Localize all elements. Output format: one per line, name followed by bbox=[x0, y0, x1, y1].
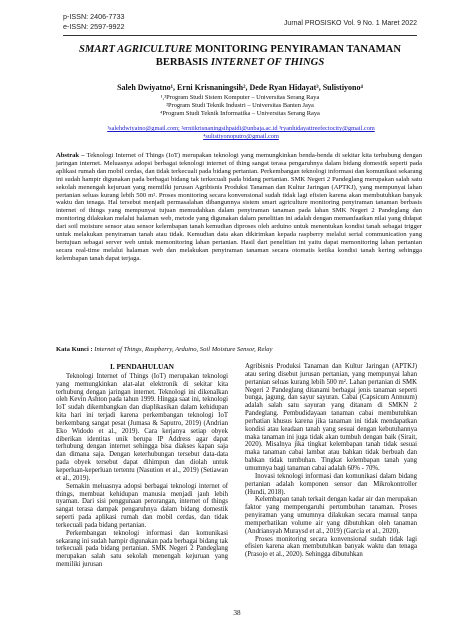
right-paragraph-3: Kelembapan tanah terkait dengan kadar air dan merupakan faktor yang mempengaruhi pertumbuhan tanaman. Proses penyiraman yang umumnya dilakukan secara manual tanpa memperhatikan volume air yang dibutuhkan oleh tanaman (Andriansyah Muraysd et al., 2019) (García et al., 2020). bbox=[245, 496, 417, 535]
left-paragraph-1: Teknologi Internet of Things (IoT) merupakan teknologi yang memungkinkan alat-alat elektronik di sekitar kita terhubung dengan jaringan internet. Teknologi ini dikenalkan oleh Kevin Ashton pada tahun 1999. Hingga saat ini, teknologi IoT sudah dikembangkan dan diaplikasikan dalam kehidupan kita hari ini terjadi karena perkembangan teknologi IoT berkembang sangat pesat (Jumasa & Saputro, 2019) (Andrian Eko Widodo et al., 2019). Cara kerjanya setiap obyek diberikan identitas unik berupa IP Address agar dapat terhubung dengan internet sehingga bisa diakses kapan saja dan dimana saja. Dengan keterhubungan tersebut data-data pada obyek tersebut dapat dihimpun dan diolah untuk keperluan-keperluan tertentu (Nasution et al., 2019) (Setiawan et al., 2019). bbox=[56, 372, 228, 482]
title-part-1: SMART AGRICULTURE bbox=[79, 44, 193, 55]
right-column bbox=[245, 363, 417, 559]
title-part-2: MONITORING PENYIRAMAN TANAMAN BERBASIS bbox=[155, 44, 401, 68]
issn-block bbox=[63, 12, 125, 32]
author-list: Saleh Dwiyatno¹, Erni Krisnaningsih², Dede Ryan Hidayat³, Sulistiyono⁴ bbox=[117, 83, 363, 92]
left-column bbox=[56, 363, 228, 569]
keywords bbox=[56, 346, 422, 354]
affiliations bbox=[60, 94, 420, 118]
abstract-text: Teknologi Internet of Things (IoT) merupakan teknologi yang memungkinkan benda-benda di sekitar kita terhubung dengan jaringan internet. Meluasnya adopsi berbagai teknologi internet of thing sangat terasa pengaruhnya dalam bidang domestik seperti pada aplikasi rumah dan mobil cerdas, dan tidak terkecuali pada bidang pertanian. Perkembangan teknologi informasi dan komunikasi sekarang ini sudah hampir digunakan pada berbagai bidang tak terkecuali pada bidang pertanian. SMK Negeri 2 Pandeglang merupakan salah satu sekolah menengah kejuruan yang memiliki jurusan Agribisnis Produksi Tanaman dan Kultur Jaringan (APTKJ), yang mempunyai lahan pertanian seluas kurang lebih 500 m². Proses monitoring secara konvensional sudah tidak lagi efisien karena akan membutuhkan banyak waktu dan tenaga. Hal tersebut menjadi permasalahan dibangunnya sistem smart agriculture monitoring penyiraman tanaman berbasis internet of things yang mempunyai tujuan memudahkan dalam penyiraman tanaman pada lahan SMK Negeri 2 Pandeglang dan monitoring dilakukan melalui halaman web, metode yang digunakan dalam penelitian ini adalah dengan memanfaatkan nilai yang didapat dari soil moisture sensor atau sensor kelembapan tanah kemudian diproses oleh arduino untuk menentukan kondisi tanah sebagai trigger untuk melakukan penyiraman tanah atau tidak. Kemudian data akan dikirimkan kepada raspberry melalui serial communication yang bertujuan sebagai server web untuk memonitoring lahan pertanian. Hasil dari penelitian ini yaitu dapat memonitoring lahan pertanian secara real-time melalui halaman web dan melakukan penyiraman tanaman secara otomatis ketika kondisi tanah kering sehingga kelembapan tanah dapat terjaga. bbox=[56, 152, 422, 262]
right-paragraph-1: Agribisnis Produksi Tanaman dan Kultur Jaringan (APTKJ) atau sering disebut jurusan pertanian, yang mempunyai lahan pertanian seluas kurang lebih 500 m². Lahan pertanian di SMK Negeri 2 Pandeglang ditanami berbagai jenis tanaman seperti bunga, jagung, dan sayur sayuran. Cabai (Capsicum Annuum) adalah salah satu sayuran yang ditanam di SMKN 2 Pandeglang. Pembudidayaan tanaman cabai membutuhkan perhatian khusus karena jika tanaman ini tidak mendapatkan kondisi atau keadaan tanah yang sesuai dengan kebutuhannya maka tanaman ini juga tidak akan tumbuh dengan baik (Sirait, 2020). Misalnya jika tingkat kelembapan tanah tidak sesuai maka tanaman cabai lambat atau bahkan tidak berbuah dan bahkan tidak tumbuhan. Tingkat kelembapan tanah yang umumnya bagi tanaman cabai adalah 60% - 70%. bbox=[245, 363, 417, 472]
keywords-text: Internet of Things, Raspberry, Arduino, Soil Moisture Sensor, Relay bbox=[92, 346, 273, 353]
left-paragraph-2: Semakin meluasnya adopsi berbagai teknologi internet of things, membuat kehidupan manusia menjadi jauh lebih nyaman. Dari sisi penggunaan perorangan, internet of things sangat terasa dampak pengaruhnya dalam bidang domestik seperti pada aplikasi rumah dan mobil cerdas, dan tidak terkecuali pada bidang pertanian. bbox=[56, 482, 228, 529]
journal-name: Jurnal PROSISKO Vol. 9 No. 1 Maret 2022 bbox=[283, 20, 417, 27]
e-issn: e-ISSN: 2597-9922 bbox=[63, 22, 125, 31]
author-emails bbox=[62, 125, 420, 141]
email-line-1[interactable]: ¹salehdwiyatno@gmail.com; ²erniikrisnaningsihpaidi@unbaja.ac.id ³ryanhidayattreefectocity@gmail.com bbox=[107, 125, 375, 132]
keywords-label: Kata Kunci : bbox=[56, 346, 93, 353]
email-line-2[interactable]: ⁴sulistiyonoputro@gmail.com bbox=[203, 133, 279, 140]
affiliation-2: ²Program Studi Teknik Industri – Universitas Banten Jaya bbox=[166, 102, 314, 109]
page-number: 38 bbox=[233, 609, 241, 617]
paper-title bbox=[60, 44, 420, 69]
abstract bbox=[56, 152, 422, 263]
abstract-label: Abstrak – bbox=[56, 152, 85, 159]
affiliation-1: ¹,³Program Studi Sistem Komputer – Universitas Serang Raya bbox=[160, 94, 320, 101]
title-part-3: INTERNET OF THINGS bbox=[210, 56, 325, 68]
header-rule bbox=[63, 35, 417, 36]
left-paragraph-3: Perkembangan teknologi informasi dan komunikasi sekarang ini sudah hampir digunakan pada berbagai bidang tak terkecuali pada bidang pertanian. SMK Negeri 2 Pandeglang merupakan salah satu sekolah menengah kejuruan yang memiliki jurusan bbox=[56, 529, 228, 569]
affiliation-3: ⁴Program Studi Teknik Informatika – Universitas Serang Raya bbox=[160, 110, 320, 117]
section-heading: I. PENDAHULUAN bbox=[109, 362, 175, 371]
right-paragraph-4: Proses monitoring secara konvensional sudah tidak lagi efisien karena akan membutuhkan banyak waktu dan tenaga (Prasojo et al., 2020). Sehingga dibutuhkan bbox=[245, 535, 417, 559]
p-issn: p-ISSN: 2406-7733 bbox=[63, 12, 125, 21]
right-paragraph-2: Inovasi teknologi informasi dan komunikasi dalam bidang pertanian adalah komponen sensor dan Mikrokontroller (Hundi, 2018). bbox=[245, 472, 417, 496]
